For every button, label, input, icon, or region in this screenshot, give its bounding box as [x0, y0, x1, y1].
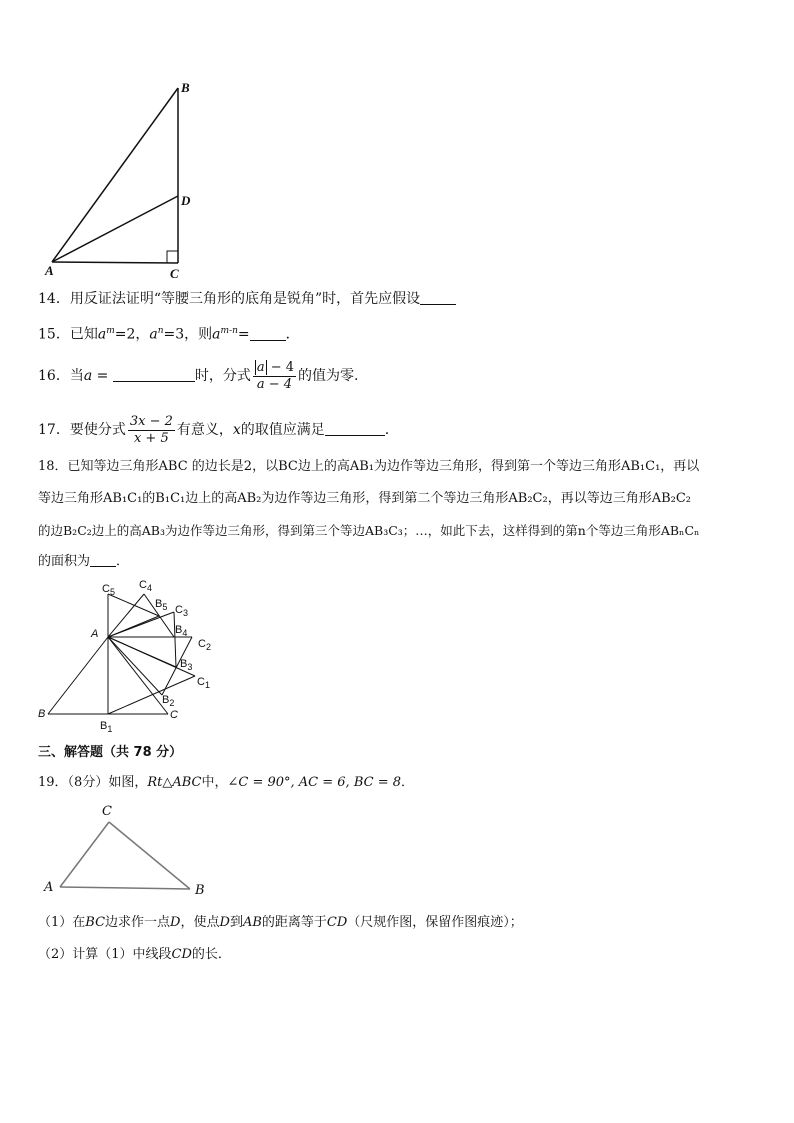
segment-ac [52, 262, 178, 263]
fig2-label-c3: $C_3$ [175, 604, 188, 619]
segment-ca [60, 822, 109, 887]
fig2-label-b4: $B_4$ [175, 624, 188, 639]
fig3-label-a: A [44, 880, 54, 895]
fig2-label-b: B [38, 708, 46, 720]
fig2-label-c4: $C_4$ [139, 579, 152, 594]
question-17: 17．要使分式 $\frac{3x - 2}{x + 5}$ 有意义，x的取值应满足 . [38, 413, 390, 446]
fig3-label-b: B [195, 883, 205, 898]
answer-blank-14[interactable] [420, 290, 456, 305]
question-18-line-4: 的面积为 ． [38, 554, 130, 569]
fig2-label-b5: $B_5$ [155, 598, 168, 613]
fig2-label-c5: $C_5$ [102, 583, 115, 598]
segment-ac [108, 637, 168, 714]
fig2-label-c2: $C_2$ [198, 638, 211, 653]
segment-ab5 [108, 616, 159, 637]
fig2-label-b1: $B_1$ [100, 720, 113, 735]
question-16: 16．当a = 时，分式 $\frac{a - 4}{a - 4}$ 的值为零. [38, 359, 359, 392]
fraction-16: $\frac{a - 4}{a - 4}$ [253, 360, 296, 393]
answer-blank-16[interactable] [113, 367, 195, 382]
section-3-heading: 三、解答题（共 78 分） [38, 745, 183, 760]
fig2-label-a: A [91, 628, 99, 640]
answer-blank-15[interactable] [250, 326, 286, 341]
segment-ab [60, 887, 190, 889]
segment-ab2 [108, 637, 162, 695]
segment-ab3 [108, 637, 176, 667]
question-15: 15．已知$a^m=2$，$a^n=3$，则$a^{m-n}=$ ． [38, 326, 300, 343]
segment-ab [48, 637, 108, 714]
segment-ad [52, 196, 178, 262]
fig1-label-a: A [45, 263, 54, 278]
fig2-label-b3: $B_3$ [180, 658, 193, 673]
fig2-label-b2: $B_2$ [162, 694, 175, 709]
figure-nested-equilateral-triangles [40, 580, 230, 740]
question-19: 19．（8分）如图，Rt△ABC中，∠C = 90°, AC = 6, BC = 8． [38, 775, 415, 790]
fig1-label-b: B [181, 80, 190, 95]
fig2-label-c1: $C_1$ [197, 676, 210, 691]
question-14: 14．用反证法证明“等腰三角形的底角是锐角”时，首先应假设 [38, 290, 456, 308]
fig3-label-c: C [102, 804, 112, 819]
question-18-line-1: 18．已知等边三角形ABC 的边长是2，以BC边上的高AB₁为边作等边三角形，得到第一个等边三角形AB₁C₁，再以 [38, 459, 700, 474]
figure-triangle-abc [40, 800, 210, 900]
right-angle-mark [167, 251, 178, 263]
fig2-label-c: C [170, 709, 178, 721]
fraction-17: $\frac{3x - 2}{x + 5}$ [129, 413, 173, 446]
question-19-part-1: （1）在BC边求作一点D，使点D到AB的距离等于CD（尺规作图，保留作图痕迹）； [38, 915, 523, 930]
question-19-part-2: （2）计算（1）中线段CD的长． [38, 947, 231, 962]
fig1-label-d: D [181, 193, 191, 208]
fig1-label-c: C [170, 266, 179, 281]
segment-b1c1 [108, 676, 195, 714]
question-18-line-3: 的边B₂C₂边上的高AB₃为边作等边三角形，得到第三个等边AB₃C₃；…，如此下去，这样得到的第n个等边三角形ABₙCₙ [38, 523, 700, 538]
answer-blank-18[interactable] [90, 552, 116, 567]
figure-triangle-abd [40, 78, 200, 283]
question-18-line-2: 等边三角形AB₁C₁的B₁C₁边上的高AB₂为边作等边三角形，得到第二个等边三角形AB₂C₂，再以等边三角形AB₂C₂ [38, 491, 692, 506]
segment-ab [52, 88, 178, 262]
segment-cb [109, 822, 190, 889]
answer-blank-17[interactable] [325, 421, 385, 436]
segment-b3c3 [174, 612, 176, 667]
